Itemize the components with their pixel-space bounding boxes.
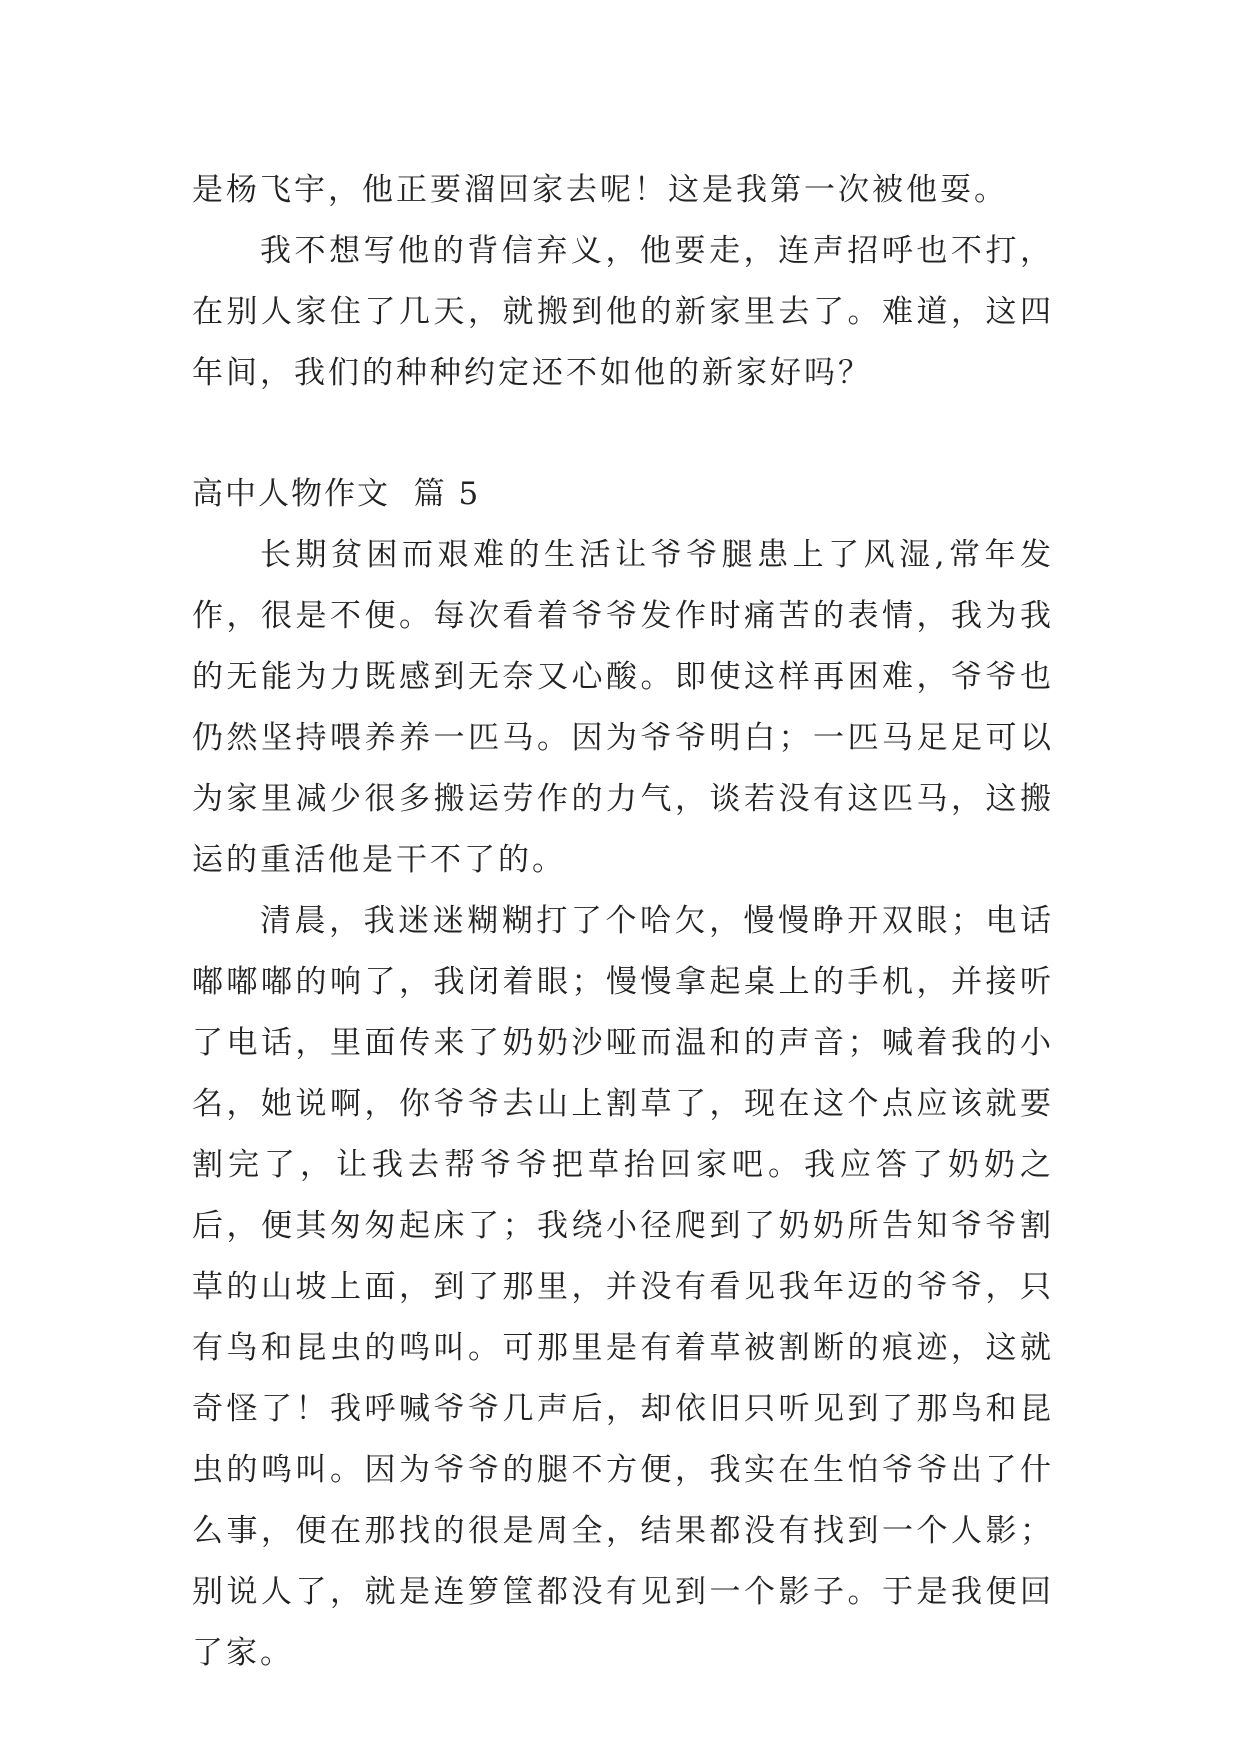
paragraph-section-2: 清晨，我迷迷糊糊打了个哈欠，慢慢睁开双眼；电话嘟嘟嘟的响了，我闭着眼；慢慢拿起桌上的手机，并接听了电话，里面传来了奶奶沙哑而温和的声音；喊着我的小名，她说啊，你爷爷去山上割草了，现在这个点应该就要割完了，让我去帮爷爷把草抬回家吧。我应答了奶奶之后，便其匆匆起床了；我绕小径爬到了奶奶所告知爷爷割草的山坡上面，到了那里，并没有看见我年迈的爷爷，只有鸟和昆虫的鸣叫。可那里是有着草被割断的痕迹，这就奇怪了！我呼喊爷爷几声后，却依旧只听见到了那鸟和昆虫的鸣叫。因为爷爷的腿不方便，我实在生怕爷爷出了什么事，便在那找的很是周全，结果都没有找到一个人影；别说人了，就是连箩筐都没有见到一个影子。于是我便回了家。 <box>192 903 1054 1671</box>
section-title: 高中人物作文 篇 5 <box>192 476 481 512</box>
paragraph-continuation-2: 我不想写他的背信弃义，他要走，连声招呼也不打，在别人家住了几天，就搬到他的新家里去了。难道，这四年间，我们的种种约定还不如他的新家好吗？ <box>192 233 1054 391</box>
paragraph-continuation-1: 是杨飞宇，他正要溜回家去呢！这是我第一次被他耍。 <box>192 172 1008 208</box>
paragraph-section-1: 长期贫困而艰难的生活让爷爷腿患上了风湿,常年发作，很是不便。每次看着爷爷发作时痛苦的表情，我为我的无能为力既感到无奈又心酸。即使这样再困难，爷爷也仍然坚持喂养养一匹马。因为爷爷明白；一匹马足足可以为家里减少很多搬运劳作的力气，谈若没有这匹马，这搬运的重活他是干不了的。 <box>192 537 1054 878</box>
document-page <box>192 160 1054 1684</box>
